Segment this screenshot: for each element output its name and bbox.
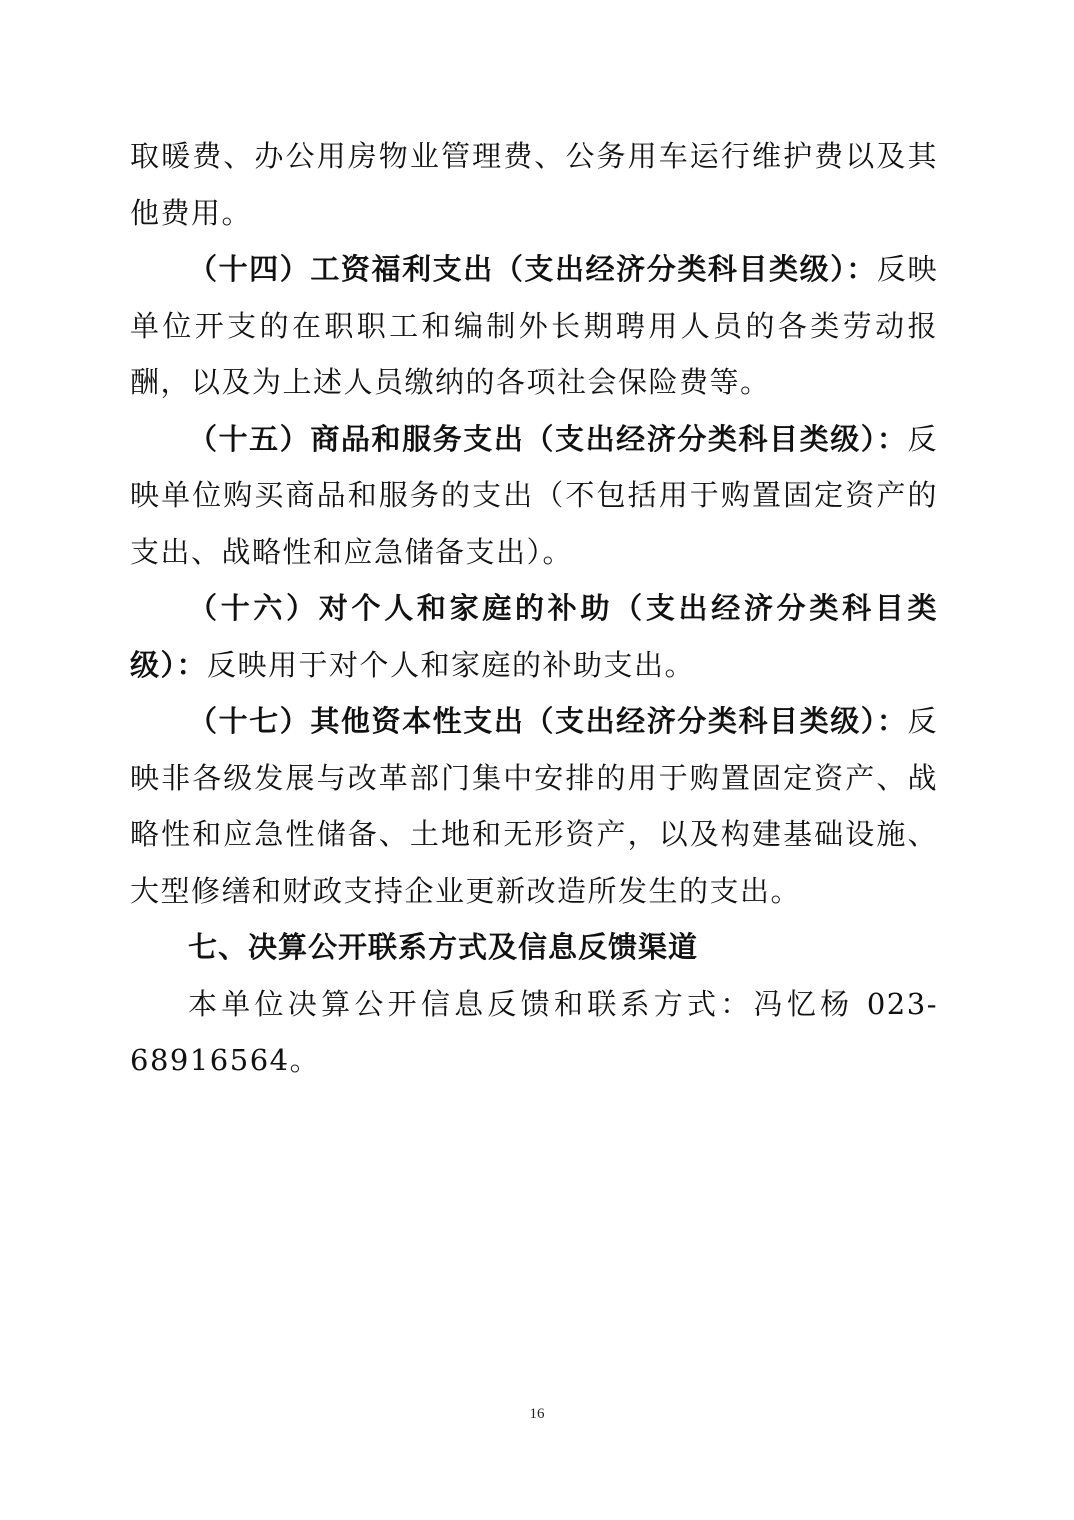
item-heading: （十四）工资福利支出（支出经济分类科目类级）： — [188, 252, 877, 286]
item-body: 反映单位开支的在职职工和编制外长期聘用人员的各类劳动报酬，以及为上述人员缴纳的各项社会保险费等。 — [130, 252, 938, 399]
item-heading: （十七）其他资本性支出（支出经济分类科目类级）： — [188, 704, 908, 738]
paragraph-body: 取暖费、办公用房物业管理费、公务用车运行维护费以及其他费用。 — [130, 139, 938, 230]
item-body: 反映单位购买商品和服务的支出（不包括用于购置固定资产的支出、战略性和应急储备支出）。 — [130, 421, 938, 569]
paragraph-item-15 — [130, 411, 938, 581]
item-body: 反映非各级发展与改革部门集中安排的用于购置固定资产、战略性和应急性储备、土地和无形资产，以及构建基础设施、大型修缮和财政支持企业更新改造所发生的支出。 — [130, 704, 938, 908]
paragraph-item-14 — [130, 241, 938, 411]
paragraph-item-17 — [130, 693, 938, 919]
contact-paragraph: 本单位决算公开信息反馈和联系方式：冯忆杨 023-68916564。 — [130, 986, 938, 1077]
item-body: 反映用于对个人和家庭的补助支出。 — [207, 647, 696, 682]
paragraph-item-16 — [130, 580, 938, 693]
item-heading: （十六）对个人和家庭的补助（支出经济分类科目类级）： — [130, 591, 938, 682]
page-number: 16 — [529, 1406, 545, 1422]
page-content — [130, 128, 938, 1089]
paragraph-continued — [130, 128, 938, 241]
item-heading: （十五）商品和服务支出（支出经济分类科目类级）： — [188, 421, 908, 456]
section-seven-title: 七、决算公开联系方式及信息反馈渠道 — [188, 930, 699, 964]
